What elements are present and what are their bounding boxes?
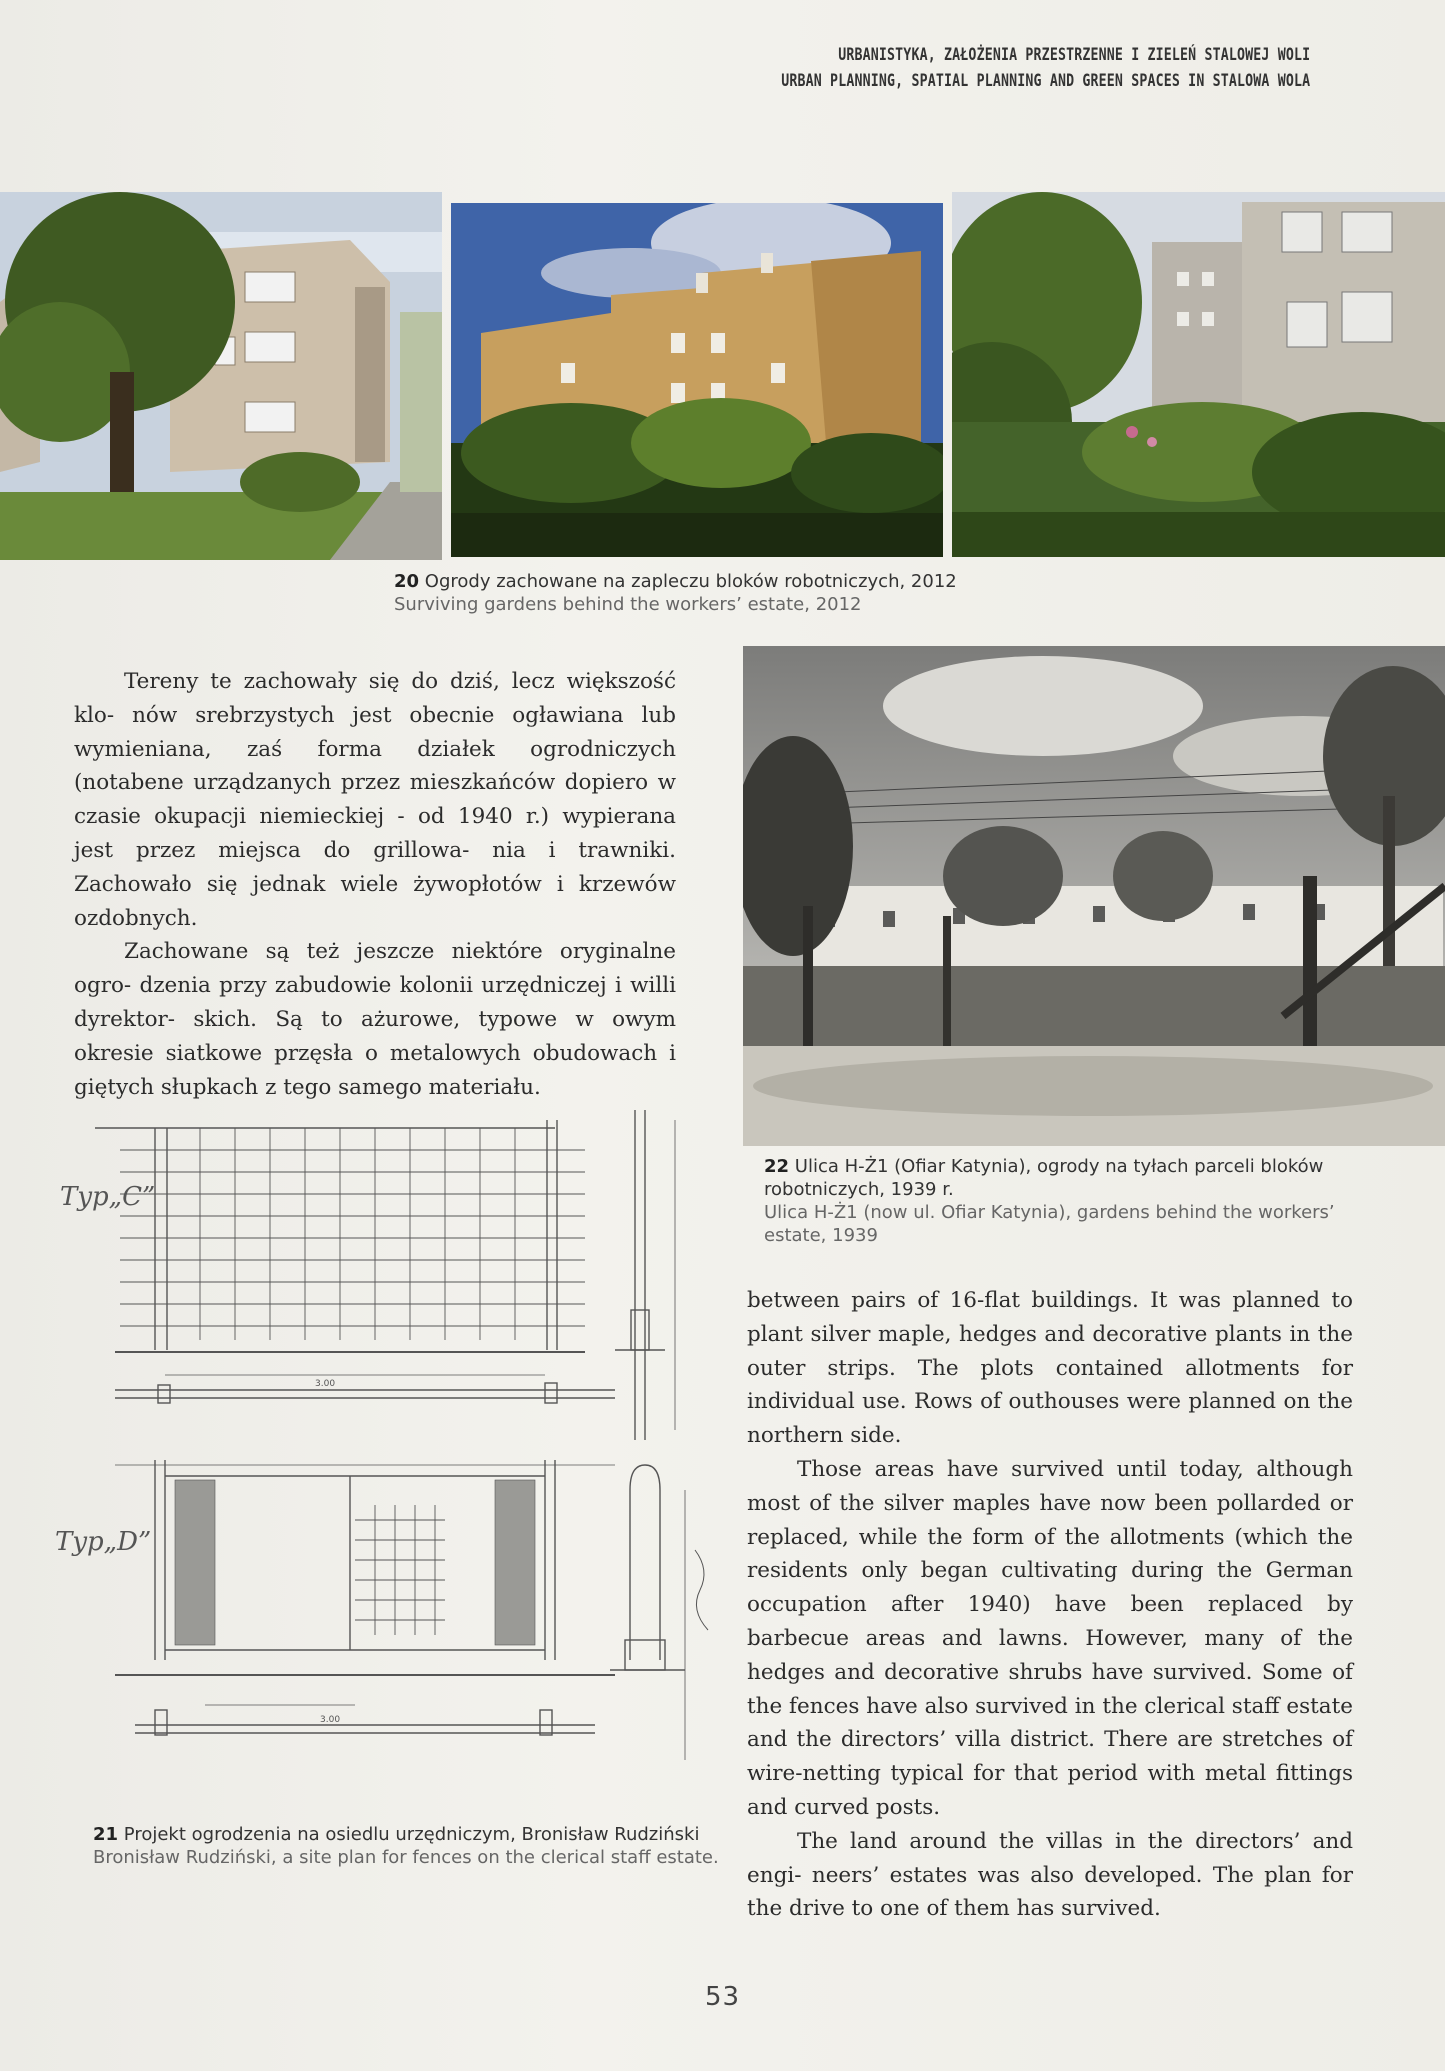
caption-figure-21 — [93, 1823, 719, 1869]
photo-20c-garden-behind-blocks — [952, 192, 1445, 557]
dimension-3-00-top: 3.00 — [315, 1379, 336, 1389]
english-text-line: survived. Some of the fences have also survived in the — [747, 1659, 1353, 1719]
figure-22-caption-pl-line1: Ulica H-Ż1 (Ofiar Katynia), ogrody na tyłach parceli bloków — [794, 1156, 1324, 1177]
polish-text-line: - od 1940 r.) wypierana jest przez miejsca do grillowa- — [74, 804, 677, 863]
label-type-d: Typ„D” — [55, 1527, 152, 1557]
english-text-line: began cultivating during the German occupation after — [747, 1558, 1354, 1618]
polish-paragraph-2 — [74, 935, 676, 1104]
figure-20-caption-en: Surviving gardens behind the workers’ estate, 2012 — [394, 594, 862, 615]
english-paragraph-2 — [747, 1453, 1353, 1825]
fence-design-drawing — [55, 1100, 715, 1780]
english-paragraph-3 — [747, 1825, 1353, 1926]
english-text-line: The land around the villas in the directors’ and engi- — [747, 1828, 1353, 1888]
photo-20b-building-at-dusk — [451, 203, 943, 557]
figure-22-caption-pl-line2: robotniczych, 1939 r. — [764, 1179, 954, 1200]
figure-21-number: 21 — [93, 1824, 119, 1845]
polish-text-line: z tego samego materiału. — [265, 1074, 541, 1100]
polish-body-text — [74, 665, 676, 1104]
english-text-line: clerical staff estate and the directors’ villa district. There — [747, 1693, 1353, 1753]
english-text-line: 1940) have been replaced by barbecue areas and lawns. — [747, 1592, 1353, 1651]
english-paragraph-1 — [747, 1284, 1353, 1453]
english-text-line: silver maple, hedges and decorative plants in the outer — [747, 1321, 1353, 1381]
english-body-text — [747, 1284, 1353, 1926]
english-text-line: Those areas have survived until today, although most — [747, 1456, 1353, 1516]
polish-text-line: zaś forma działek ogrodniczych (notabene urządzanych — [74, 736, 676, 796]
english-text-line: neers’ estates was also developed. The plan for the drive — [747, 1862, 1353, 1922]
polish-text-line: dzenia przy zabudowie kolonii urzędniczej i willi dyrektor- — [74, 973, 677, 1032]
photo-20a-apartment-block — [0, 192, 442, 560]
figure-22-caption-en-line1: Ulica H-Ż1 (now ul. Ofiar Katynia), gardens behind the workers’ — [764, 1202, 1335, 1223]
page-number: 53 — [704, 1982, 741, 2012]
photo-22-historic-street-1939 — [743, 646, 1445, 1146]
figure-22-caption-en-line2: estate, 1939 — [764, 1225, 878, 1246]
figure-20-number: 20 — [394, 571, 420, 592]
polish-text-line: przez mieszkańców dopiero w czasie okupacji niemieckiej — [74, 770, 676, 830]
english-text-line: while the form of the allotments (which the residents only — [747, 1524, 1353, 1584]
polish-text-line: Zachowane są też jeszcze niektóre oryginalne ogro- — [74, 939, 676, 999]
english-text-line: strips. The plots contained allotments for individual use. — [747, 1355, 1353, 1415]
english-text-line: Rows of outhouses were planned on the northern side. — [747, 1389, 1354, 1449]
header-line-pl: URBANISTYKA, ZAŁOŻENIA PRZESTRZENNE I ZIELEŃ STALOWEJ WOLI — [837, 45, 1310, 65]
polish-paragraph-1 — [74, 665, 676, 935]
caption-figure-22 — [764, 1155, 1404, 1247]
polish-text-line: nów srebrzystych jest obecnie ogławiana lub wymieniana, — [74, 702, 676, 762]
figure-22-number: 22 — [764, 1156, 790, 1177]
polish-text-line: nia i trawniki. Zachowało się jednak wiele żywopłotów — [74, 837, 676, 897]
running-header — [781, 42, 1310, 94]
polish-text-line: skich. Są to ażurowe, typowe w owym okresie siatkowe — [74, 1006, 676, 1066]
figure-21-caption-en: Bronisław Rudziński, a site plan for fences on the clerical staff estate. — [93, 1847, 719, 1868]
english-text-line: However, many of the hedges and decorative shrubs have — [747, 1625, 1353, 1685]
english-text-line: of the silver maples have now been pollarded or replaced, — [747, 1490, 1354, 1550]
dimension-3-00-bottom: 3.00 — [320, 1715, 341, 1725]
english-text-line: metal fittings and curved posts. — [747, 1761, 1353, 1820]
caption-figure-20 — [394, 570, 957, 616]
label-type-c: Typ„C” — [60, 1182, 156, 1212]
polish-text-line: i krzewów ozdobnych. — [74, 871, 676, 931]
english-text-line: are stretches of wire-netting typical for that period with — [747, 1727, 1353, 1787]
english-text-line: between pairs of 16-flat buildings. It was planned to plant — [747, 1288, 1353, 1347]
figure-21-caption-pl: Projekt ogrodzenia na osiedlu urzędniczym, Bronisław Rudziński — [123, 1824, 700, 1845]
english-text-line: to one of them has survived. — [851, 1896, 1161, 1922]
header-line-en: URBAN PLANNING, SPATIAL PLANNING AND GREEN SPACES IN STALOWA WOLA — [780, 71, 1310, 91]
polish-text-line: przęsła o metalowych obudowach i giętych słupkach — [74, 1040, 676, 1100]
polish-text-line: Tereny te zachowały się do dziś, lecz większość klo- — [74, 669, 676, 728]
figure-20-caption-pl: Ogrody zachowane na zapleczu bloków robotniczych, 2012 — [424, 571, 957, 592]
fence-drawing-svg — [55, 1100, 715, 1780]
